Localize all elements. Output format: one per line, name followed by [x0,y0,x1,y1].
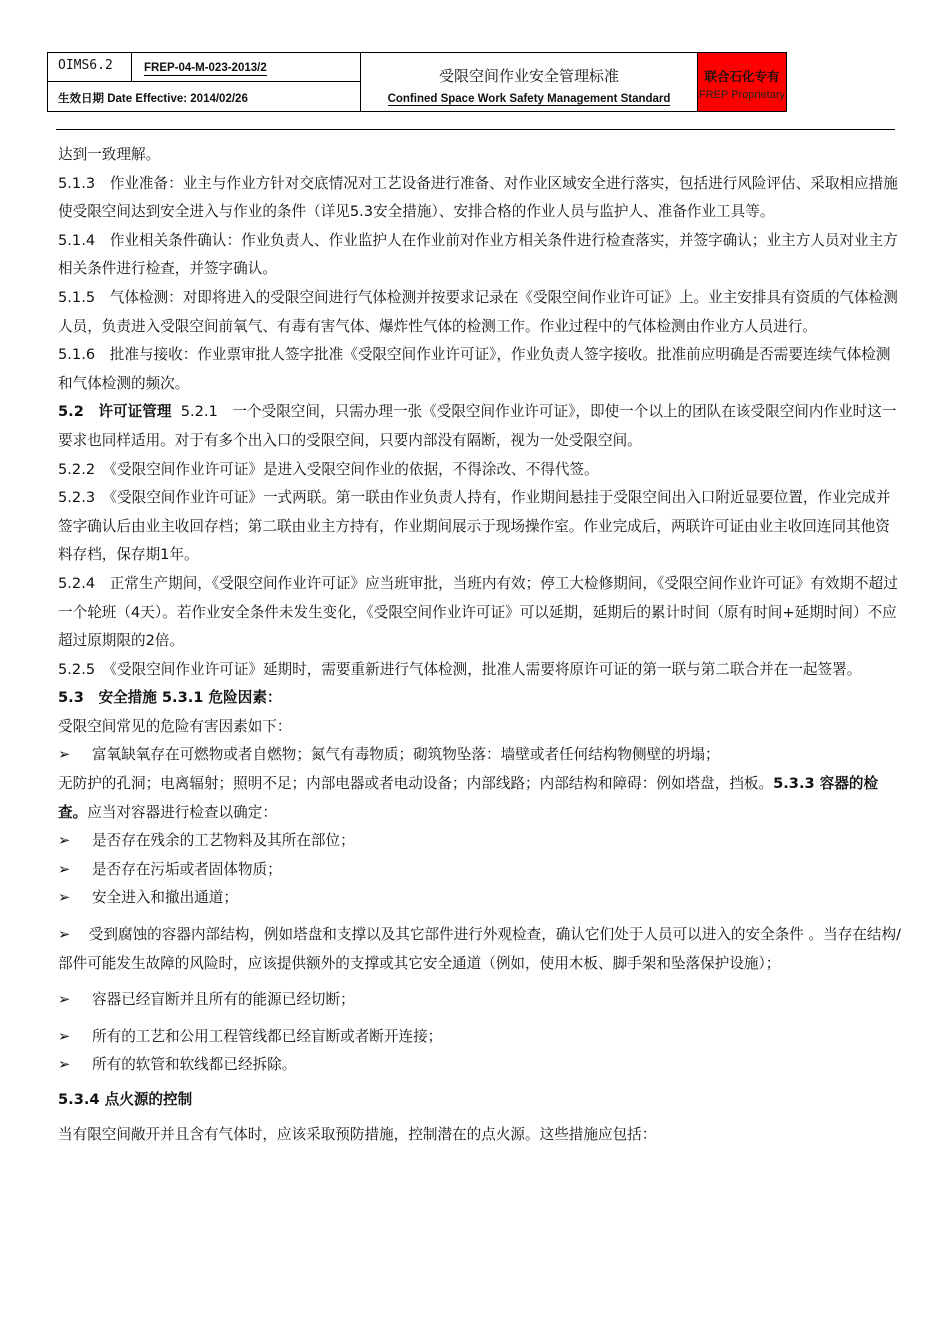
check-item-text: 容器已经盲断并且所有的能源已经切断； [92,991,355,1009]
section-5-3-heading: 5.3 安全措施 5.3.1 危险因素： [58,689,282,707]
bullet-arrow-icon: ➢ [58,991,71,1009]
hazard-line-2 [58,770,904,827]
check-item-text: 是否存在污垢或者固体物质； [92,860,282,878]
paragraph-5-2-4: 5.2.4 正常生产期间，《受限空间作业许可证》应当班审批，当班内有效；停工大检修期间，《受限空间作业许可证》有效期不超过一个轮班（4天）。若作业安全条件未发生变化，《受限空间作业许可证》可以延期，延期后的累计时间（原有时间+延期时间）不应超过原期限的2倍。 [58,574,898,650]
paragraph-continuation: 达到一致理解。 [58,146,161,163]
header-divider [56,129,895,130]
section-5-3-3-heading: 5.3.3 容器的检查。 [58,775,879,821]
bullet-arrow-icon: ➢ [58,832,71,850]
doc-code: FREP-04-M-023-2013/2 [144,62,267,74]
check-item-text: 是否存在残余的工艺物料及其所在部位； [92,832,355,850]
check-item [58,884,904,913]
paragraph-5-2-3: 5.2.3 《受限空间作业许可证》一式两联。第一联由作业负责人持有，作业期间悬挂于受限空间出入口附近显要位置，作业完成并签字确认后由业主收回存档；第二联由业主方持有，作业期间展示于现场操作室。作业完成后，两联许可证由业主收回连同其他资料存档，保存期1年。 [58,489,891,564]
effective-date: 生效日期 Date Effective: 2014/02/26 [47,82,361,112]
paragraph-5-2-5: 5.2.5 《受限空间作业许可证》延期时，需要重新进行气体检测，批准人需要将原许可证的第一联与第二联合并在一起签署。 [58,660,862,678]
paragraph-5-1-3: 5.1.3 作业准备：业主与作业方针对交底情况对工艺设备进行准备、对作业区域安全进行落实，包括进行风险评估、采取相应措施使受限空间达到安全进入与作业的条件（详见5.3安全措施）、安排合格的作业人员与监护人、准备作业工具等。 [58,174,898,221]
paragraph-5-3-4: 当有限空间敞开并且含有气体时，应该采取预防措施，控制潜在的点火源。这些措施应包括： [58,1125,657,1143]
check-item-text: 受到腐蚀的容器内部结构，例如塔盘和支撑以及其它部件进行外观检查，确认它们处于人员可以进入的安全条件 。当存在结构/部件可能发生故障的风险时，应该提供额外的支撑或其它安全通道（例如，使用木板、脚手架和坠落保护设施）； [58,926,902,972]
check-item-text: 所有的软管和软线都已经拆除。 [92,1056,297,1074]
bullet-arrow-icon: ➢ [58,926,71,944]
bullet-arrow-icon: ➢ [58,1027,71,1045]
check-item [58,856,904,885]
document-header [47,52,787,112]
paragraph-5-1-5: 5.1.5 气体检测：对即将进入的受限空间进行气体检测并按要求记录在《受限空间作业许可证》上。业主安排具有资质的气体检测人员，负责进入受限空间前氧气、有毒有害气体、爆炸性气体的检测工作。作业过程中的气体检测由作业方人员进行。 [58,288,898,335]
bullet-arrow-icon: ➢ [58,860,71,878]
bullet-arrow-icon: ➢ [58,889,71,907]
check-item [58,986,904,1015]
hazard-item [58,741,904,770]
check-item-text: 所有的工艺和公用工程管线都已经盲断或者断开连接； [92,1027,443,1045]
hazard-item-text: 富氧缺氧存在可燃物或者自燃物；氮气有毒物质；砌筑物坠落：墙壁或者任何结构物侧壁的坍塌； [92,746,720,764]
document-body [58,141,904,1149]
hazard-item-2-text: 无防护的孔洞；电离辐射；照明不足；内部电器或者电动设备；内部线路；内部结构和障碍：例如塔盘，挡板。 [58,775,774,793]
doc-title-zh: 受限空间作业安全管理标准 [438,67,619,85]
paragraph-5-2 [58,398,904,455]
section-5-2-heading: 5.2 许可证管理 [58,403,172,421]
paragraph-5-1-4: 5.1.4 作业相关条件确认：作业负责人、作业监护人在作业前对作业方相关条件进行检查落实，并签字确认；业主方人员对业主方相关条件进行检查，并签字确认。 [58,231,898,278]
check-item [58,1023,904,1052]
check-item-long [58,921,904,978]
doc-title-cell [361,52,698,112]
paragraph-5-2-1: 5.2.1 一个受限空间，只需办理一张《受限空间作业许可证》，即使一个以上的团队在该受限空间内作业时这一要求也同样适用。对于有多个出入口的受限空间，只要内部没有隔断，视为一处受限空间。 [58,403,897,449]
doc-code-cell [132,52,361,82]
proprietary-zh: 联合石化专有 [704,69,780,84]
check-item-text: 安全进入和撤出通道； [92,889,238,907]
doc-system-cell: OIMS6.2 [47,52,132,82]
check-item [58,1051,904,1080]
hazard-intro: 受限空间常见的危险有害因素如下： [58,717,292,735]
proprietary-badge [698,52,787,112]
bullet-arrow-icon: ➢ [58,746,71,764]
section-5-3-3-text: 应当对容器进行检查以确定： [87,803,277,821]
section-5-3-4-heading: 5.3.4 点火源的控制 [58,1091,193,1108]
bullet-arrow-icon: ➢ [58,1056,71,1074]
check-item [58,827,904,856]
paragraph-5-2-2: 5.2.2 《受限空间作业许可证》是进入受限空间作业的依据，不得涂改、不得代签。 [58,460,599,478]
paragraph-5-1-6: 5.1.6 批准与接收：作业票审批人签字批准《受限空间作业许可证》，作业负责人签字接收。批准前应明确是否需要连续气体检测和气体检测的频次。 [58,346,891,392]
doc-title-en: Confined Space Work Safety Management Standard [387,93,671,105]
proprietary-en: FREP Proprietary [699,89,785,101]
